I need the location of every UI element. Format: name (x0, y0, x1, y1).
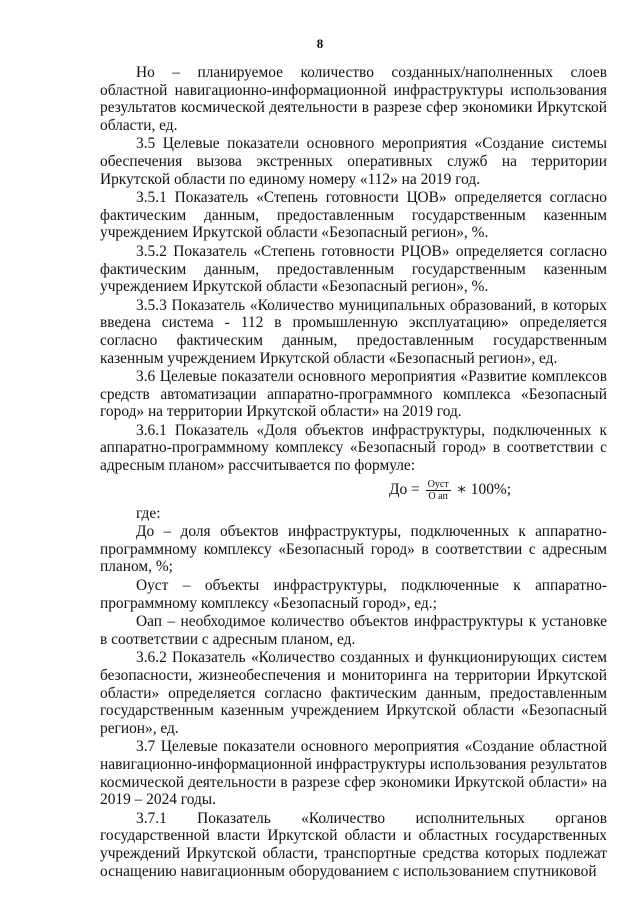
paragraph-3-6-2: 3.6.2 Показатель «Количество созданных и функционирующих систем безопасности, жизнеобеспечения и мониторинга на территории Иркутской области» определяется согласно фактическим данным, предоставленным государственным казенным учреждением Иркутской области «Безопасный регион», ед. (100, 649, 607, 737)
paragraph-3-5-1: 3.5.1 Показатель «Степень готовности ЦОВ» определяется согласно фактическим данным, предоставленным государственным казенным учреждением Иркутской области «Безопасный регион», %. (100, 189, 607, 242)
where-label: где: (136, 504, 161, 522)
page-number: 8 (316, 36, 324, 51)
formula-rhs: ∗ 100%; (456, 480, 511, 498)
definition-oust: Оуст – объекты инфраструктуры, подключенные к аппаратно-программному комплексу «Безопасный город», ед.; (100, 577, 607, 612)
paragraph-3-7: 3.7 Целевые показатели основного мероприятия «Создание областной навигационно-информационной инфраструктуры использования результатов космической деятельности в разрезе сфер экономики Иркутской области» на 2019 – 2024 годы. (100, 738, 607, 809)
document-body (100, 64, 607, 881)
definition-oap: Оап – необходимое количество объектов инфраструктуры к установке в соответствии с адресным планом, ед. (100, 613, 607, 648)
paragraph-3-6: 3.6 Целевые показатели основного мероприятия «Развитие комплексов средств автоматизации аппаратно-программного комплекса «Безопасный город» на территории Иркутской области» на 2019 год. (100, 368, 607, 421)
paragraph-3-6-1: 3.6.1 Показатель «Доля объектов инфраструктуры, подключенных к аппаратно-программному комплексу «Безопасный город» в соответствии с адресным планом» рассчитывается по формуле: (100, 421, 607, 475)
definition-do: До – доля объектов инфраструктуры, подключенных к аппаратно-программному комплексу «Безопасный город» в соответствии с адресным планом, %; (100, 523, 607, 576)
formula-lhs: До = (389, 480, 420, 498)
paragraph-no-definition: Но – планируемое количество созданных/наполненных слоев областной навигационно-информационной инфраструктуры использования результатов космической деятельности в разрезе сфер экономики Иркутской области, ед. (100, 64, 607, 134)
formula-denominator: О ап (428, 490, 448, 502)
paragraph-3-7-1: 3.7.1 Показатель «Количество исполнительных органов государственной власти Иркутской области и областных государственных учреждений Иркутской области, транспортные средства которых подлежат оснащению навигационным оборудованием с использованием спутниковой (100, 809, 607, 880)
paragraph-3-5-3: 3.5.3 Показатель «Количество муниципальных образований, в которых введена система - 112 в промышленную эксплуатацию» определяется согласно фактическим данным, предоставленным государственным казенным учреждением Иркутской области «Безопасный регион», ед. (100, 296, 607, 367)
formula-fraction (426, 479, 451, 502)
formula-numerator: Оуст (427, 478, 449, 490)
paragraph-3-5-2: 3.5.2 Показатель «Степень готовности РЦОВ» определяется согласно фактическим данным, предоставленным государственным казенным учреждением Иркутской области «Безопасный регион», %. (100, 242, 607, 296)
formula (100, 479, 607, 502)
paragraph-3-5: 3.5 Целевые показатели основного мероприятия «Создание системы обеспечения вызова экстренных оперативных служб на территории Иркутской области по единому номеру «112» на 2019 год. (100, 135, 607, 188)
